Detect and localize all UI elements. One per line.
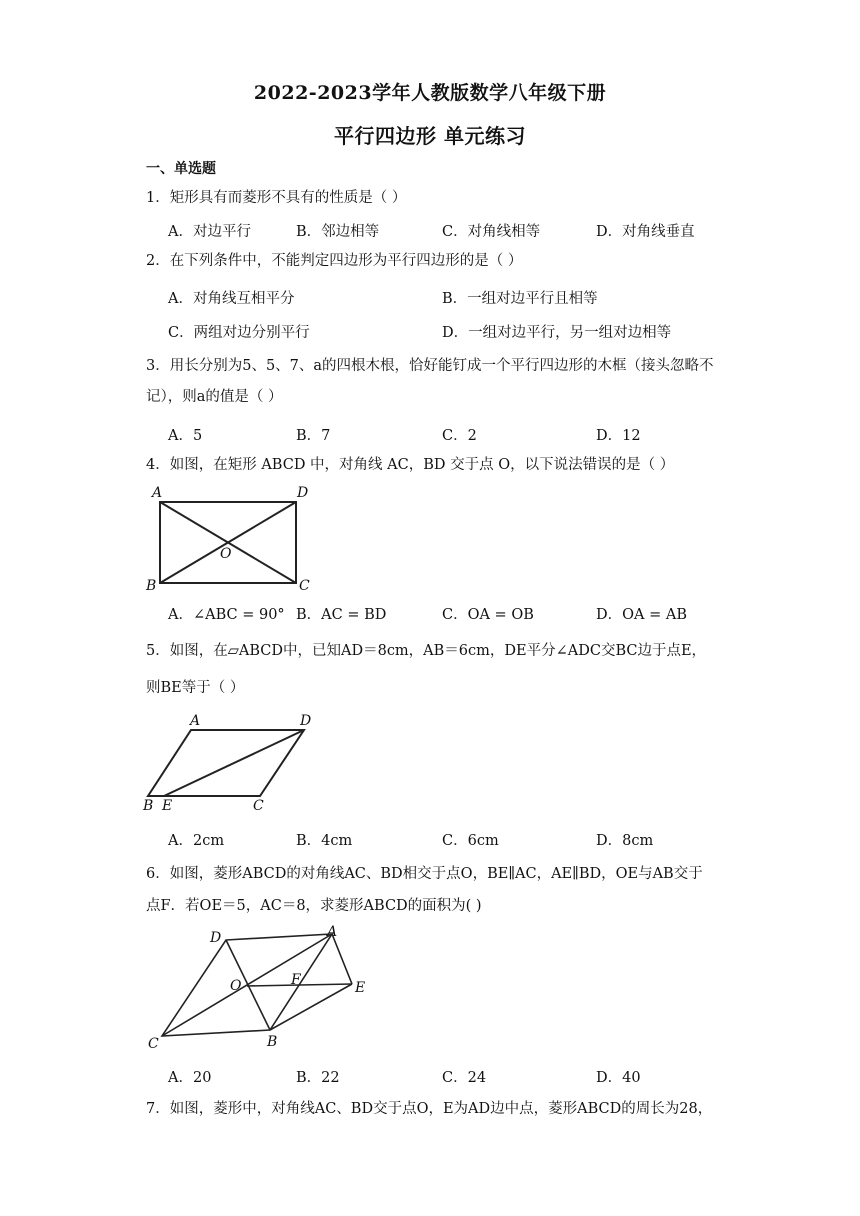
question-5-stem-line1: 5．如图，在▱ABCD中，已知AD＝8cm，AB＝6cm，DE平分∠ADC交BC边于点E， <box>146 643 707 659</box>
q4-option-b[interactable]: B．AC = BD <box>296 607 387 623</box>
figure-parallelogram-abcd <box>140 710 320 816</box>
q1-option-b[interactable]: B．邻边相等 <box>296 224 380 240</box>
question-7-stem: 7．如图，菱形中，对角线AC、BD交于点O，E为AD边中点，菱形ABCD的周长为28， <box>146 1101 713 1117</box>
q5-option-c[interactable]: C．6cm <box>442 833 499 849</box>
fig5-label-d: D <box>300 713 312 729</box>
fig4-label-c: C <box>299 578 310 594</box>
question-6-stem-line1: 6．如图，菱形ABCD的对角线AC、BD相交于点O，BE∥AC，AE∥BD，OE与AB交于 <box>146 866 703 882</box>
q4-option-c[interactable]: C．OA = OB <box>442 607 534 623</box>
fig6-label-c: C <box>148 1036 159 1052</box>
question-1-stem: 1．矩形具有而菱形不具有的性质是（ ） <box>146 190 407 206</box>
fig6-label-d: D <box>210 930 222 946</box>
q5-option-d[interactable]: D．8cm <box>596 833 654 849</box>
fig6-label-b: B <box>267 1034 278 1050</box>
fig5-label-e: E <box>162 798 173 814</box>
q2-option-b[interactable]: B．一组对边平行且相等 <box>442 291 598 307</box>
q2-option-a[interactable]: A．对角线互相平分 <box>168 291 295 307</box>
fig4-label-o: O <box>220 546 232 562</box>
fig4-label-a: A <box>152 485 163 501</box>
figure-rhombus-abcd <box>140 922 380 1052</box>
q6-option-a[interactable]: A．20 <box>168 1070 212 1086</box>
question-4-stem: 4．如图，在矩形 ABCD 中，对角线 AC，BD 交于点 O，以下说法错误的是（ ） <box>146 457 675 473</box>
fig5-label-c: C <box>253 798 264 814</box>
fig6-label-a: A <box>327 924 338 940</box>
q3-option-d[interactable]: D．12 <box>596 428 641 444</box>
worksheet-title: 2022-2023学年人教版数学八年级下册 <box>253 82 607 104</box>
q4-option-a[interactable]: A．∠ABC = 90° <box>168 607 285 623</box>
q2-option-d[interactable]: D．一组对边平行，另一组对边相等 <box>442 325 672 341</box>
q1-option-d[interactable]: D．对角线垂直 <box>596 224 695 240</box>
fig4-label-b: B <box>146 578 157 594</box>
fig5-label-a: A <box>190 713 201 729</box>
question-5-stem-line2: 则BE等于（ ） <box>146 680 245 696</box>
q5-option-a[interactable]: A．2cm <box>168 833 225 849</box>
q3-option-c[interactable]: C．2 <box>442 428 477 444</box>
q3-option-b[interactable]: B．7 <box>296 428 331 444</box>
q6-option-c[interactable]: C．24 <box>442 1070 487 1086</box>
q1-option-c[interactable]: C．对角线相等 <box>442 224 541 240</box>
q2-option-c[interactable]: C．两组对边分别平行 <box>168 325 310 341</box>
fig6-label-f: F <box>291 972 301 988</box>
q6-option-b[interactable]: B．22 <box>296 1070 340 1086</box>
q3-option-a[interactable]: A．5 <box>168 428 203 444</box>
q1-option-a[interactable]: A．对边平行 <box>168 224 251 240</box>
q5-option-b[interactable]: B．4cm <box>296 833 353 849</box>
figure-rectangle-abcd <box>140 482 320 594</box>
fig4-label-d: D <box>297 485 309 501</box>
q4-option-d[interactable]: D．OA = AB <box>596 607 687 623</box>
fig5-label-b: B <box>143 798 154 814</box>
fig6-label-o: O <box>230 978 242 994</box>
worksheet-subtitle: 平行四边形 单元练习 <box>334 124 526 148</box>
question-6-stem-line2: 点F．若OE＝5，AC＝8，求菱形ABCD的面积为( ) <box>146 898 482 914</box>
question-3-stem: 3．用长分别为5、5、7、a的四根木根，恰好能钉成一个平行四边形的木框（接头忽略不记），则a的值是（ ） <box>146 358 714 405</box>
question-2-stem: 2．在下列条件中，不能判定四边形为平行四边形的是（ ） <box>146 253 523 269</box>
q6-option-d[interactable]: D．40 <box>596 1070 641 1086</box>
section-heading: 一、单选题 <box>146 161 216 177</box>
fig6-label-e: E <box>355 980 366 996</box>
